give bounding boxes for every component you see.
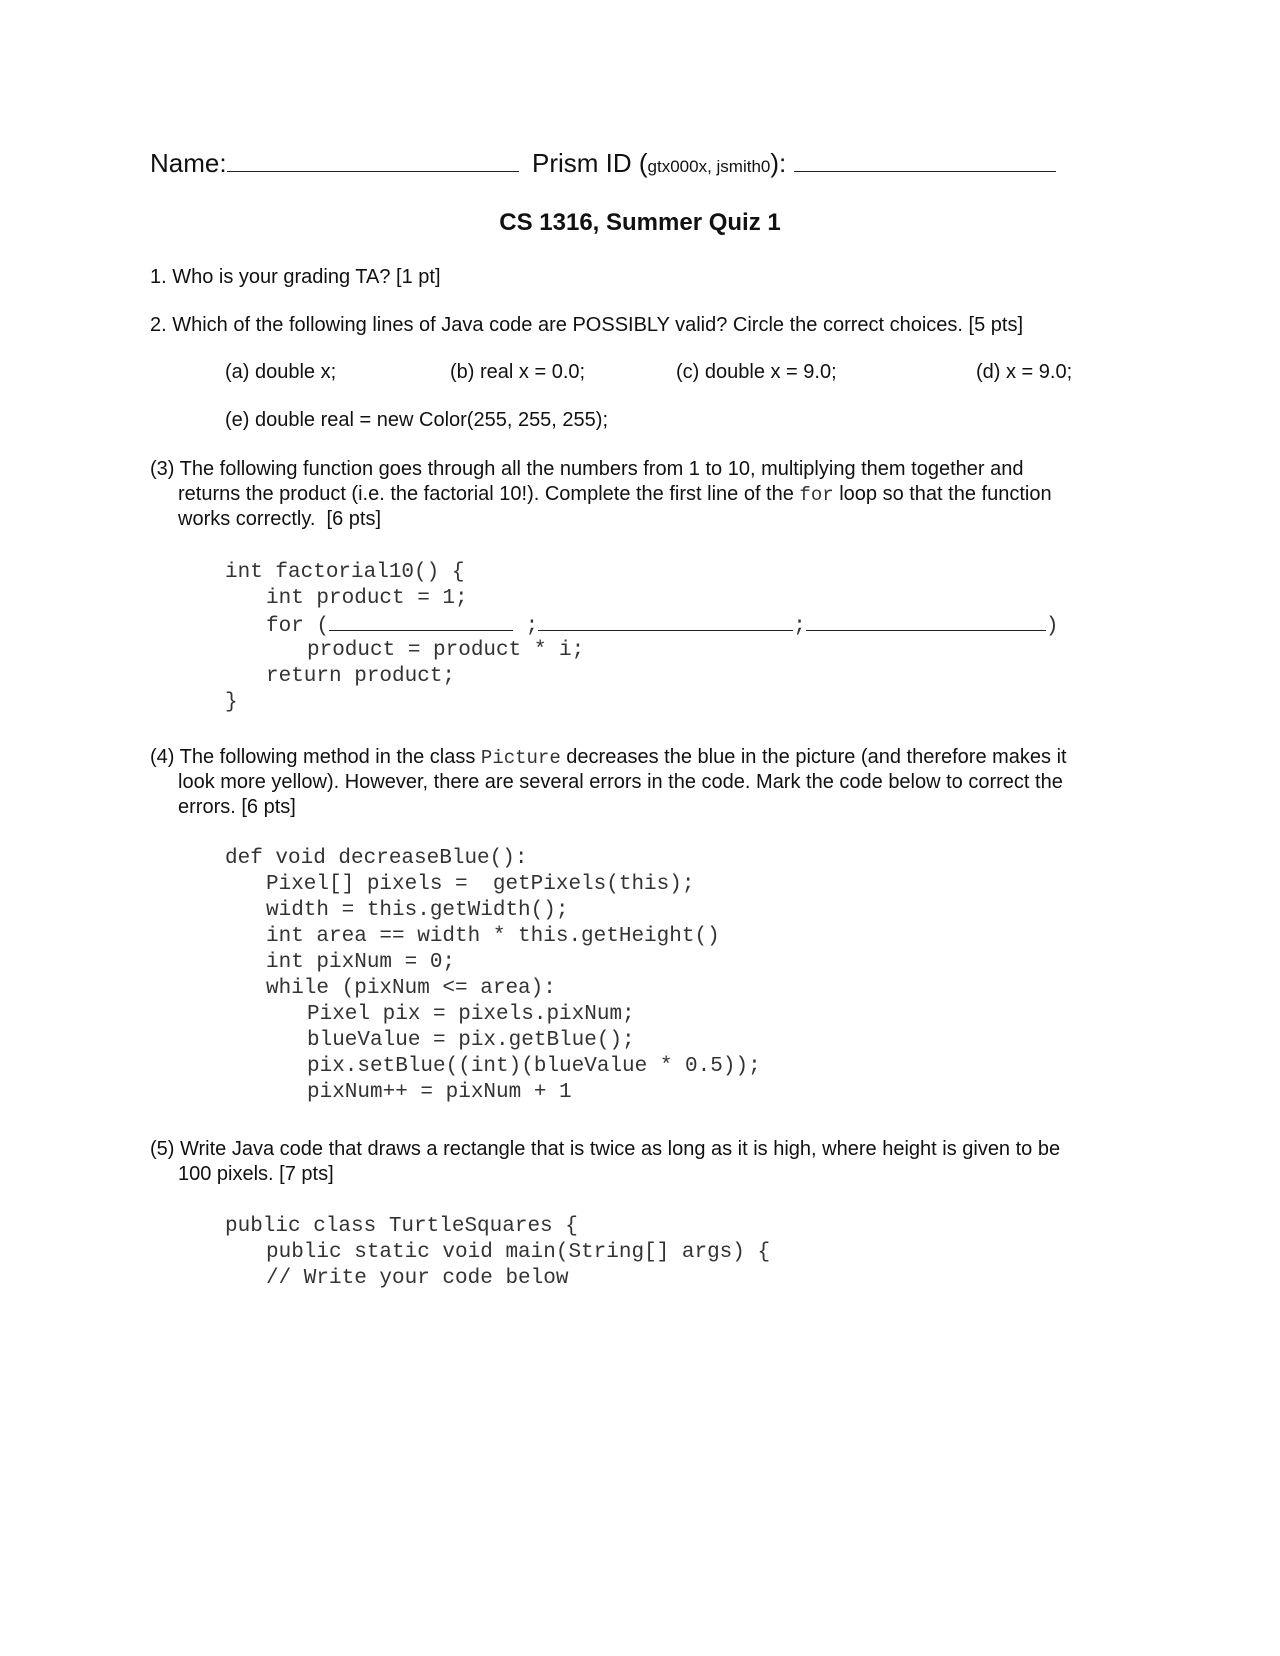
prism-id-label: Prism ID ( — [532, 148, 648, 178]
for-loop-line — [266, 612, 1058, 640]
prism-id-blank[interactable] — [794, 149, 1056, 172]
question-5-line-1: (5) Write Java code that draws a rectangle that is twice as long as it is high, where height is given to be — [150, 1138, 1061, 1160]
code-line: public static void main(String[] args) { — [266, 1241, 771, 1264]
question-3-line-1: (3) The following function goes through all the numbers from 1 to 10, multiplying them together and — [150, 458, 1024, 480]
question-5-line-2: 100 pixels. [7 pts] — [178, 1163, 334, 1185]
name-blank[interactable] — [227, 149, 519, 172]
code-line: return product; — [266, 665, 456, 688]
code-line[interactable]: blueValue = pix.getBlue(); — [307, 1029, 635, 1052]
code-line[interactable]: Pixel pix = pixels.pixNum; — [307, 1003, 635, 1026]
for-init-blank[interactable] — [329, 612, 513, 631]
for-semicolon: ; — [793, 615, 806, 638]
for-open: for ( — [266, 615, 330, 638]
choice-c[interactable]: (c) double x = 9.0; — [676, 361, 837, 383]
code-line[interactable]: int pixNum = 0; — [266, 951, 456, 974]
choice-b[interactable]: (b) real x = 0.0; — [450, 361, 586, 383]
question-1: 1. Who is your grading TA? [1 pt] — [150, 266, 441, 288]
question-4-line-2: look more yellow). However, there are several errors in the code. Mark the code below to correct the — [178, 771, 1063, 793]
code-line[interactable]: pix.setBlue((int)(blueValue * 0.5)); — [307, 1055, 761, 1078]
prism-id-line — [532, 148, 1056, 179]
choice-a[interactable]: (a) double x; — [225, 361, 337, 383]
question-4-text-a: (4) The following method in the class — [150, 746, 481, 768]
code-line: } — [225, 691, 238, 714]
name-line — [150, 148, 519, 179]
question-4-line-1 — [150, 745, 1067, 771]
for-semicolon: ; — [525, 615, 539, 638]
picture-class-name: Picture — [480, 747, 561, 769]
for-condition-blank[interactable] — [538, 612, 793, 631]
code-comment: // Write your code below — [266, 1267, 569, 1290]
choice-e[interactable]: (e) double real = new Color(255, 255, 255); — [225, 409, 609, 431]
code-line[interactable]: pixNum++ = pixNum + 1 — [307, 1081, 572, 1104]
question-2: 2. Which of the following lines of Java code are POSSIBLY valid? Circle the correct choices. [5 pts] — [150, 314, 1024, 336]
code-line[interactable]: int area == width * this.getHeight() — [266, 925, 720, 948]
code-line[interactable]: while (pixNum <= area): — [266, 977, 556, 1000]
answer-area[interactable] — [150, 1300, 1130, 1600]
code-line: int factorial10() { — [225, 561, 465, 584]
question-3-line-2 — [178, 482, 1052, 508]
question-4-line-3: errors. [6 pts] — [178, 796, 296, 818]
page-title: CS 1316, Summer Quiz 1 — [499, 209, 781, 236]
name-label: Name: — [150, 148, 227, 178]
question-3-line-3: works correctly. [6 pts] — [178, 508, 382, 530]
for-update-blank[interactable] — [806, 612, 1046, 631]
code-line: product = product * i; — [307, 639, 585, 662]
code-line: int product = 1; — [266, 587, 468, 610]
prism-id-example: gtx000x, jsmith0 — [647, 157, 771, 176]
question-3-text-b: loop so that the function — [833, 483, 1052, 505]
question-4-text-b: decreases the blue in the picture (and therefore makes it — [560, 746, 1067, 768]
code-line[interactable]: width = this.getWidth(); — [266, 899, 569, 922]
code-line[interactable]: Pixel[] pixels = getPixels(this); — [266, 873, 695, 896]
code-line: public class TurtleSquares { — [225, 1215, 578, 1238]
choice-d[interactable]: (d) x = 9.0; — [976, 361, 1073, 383]
question-3-text-a: returns the product (i.e. the factorial 10!). Complete the first line of the — [178, 483, 800, 505]
for-close: ) — [1045, 615, 1059, 638]
code-line[interactable]: def void decreaseBlue(): — [225, 847, 528, 870]
for-keyword: for — [799, 484, 834, 506]
prism-id-close: ): — [770, 148, 787, 178]
